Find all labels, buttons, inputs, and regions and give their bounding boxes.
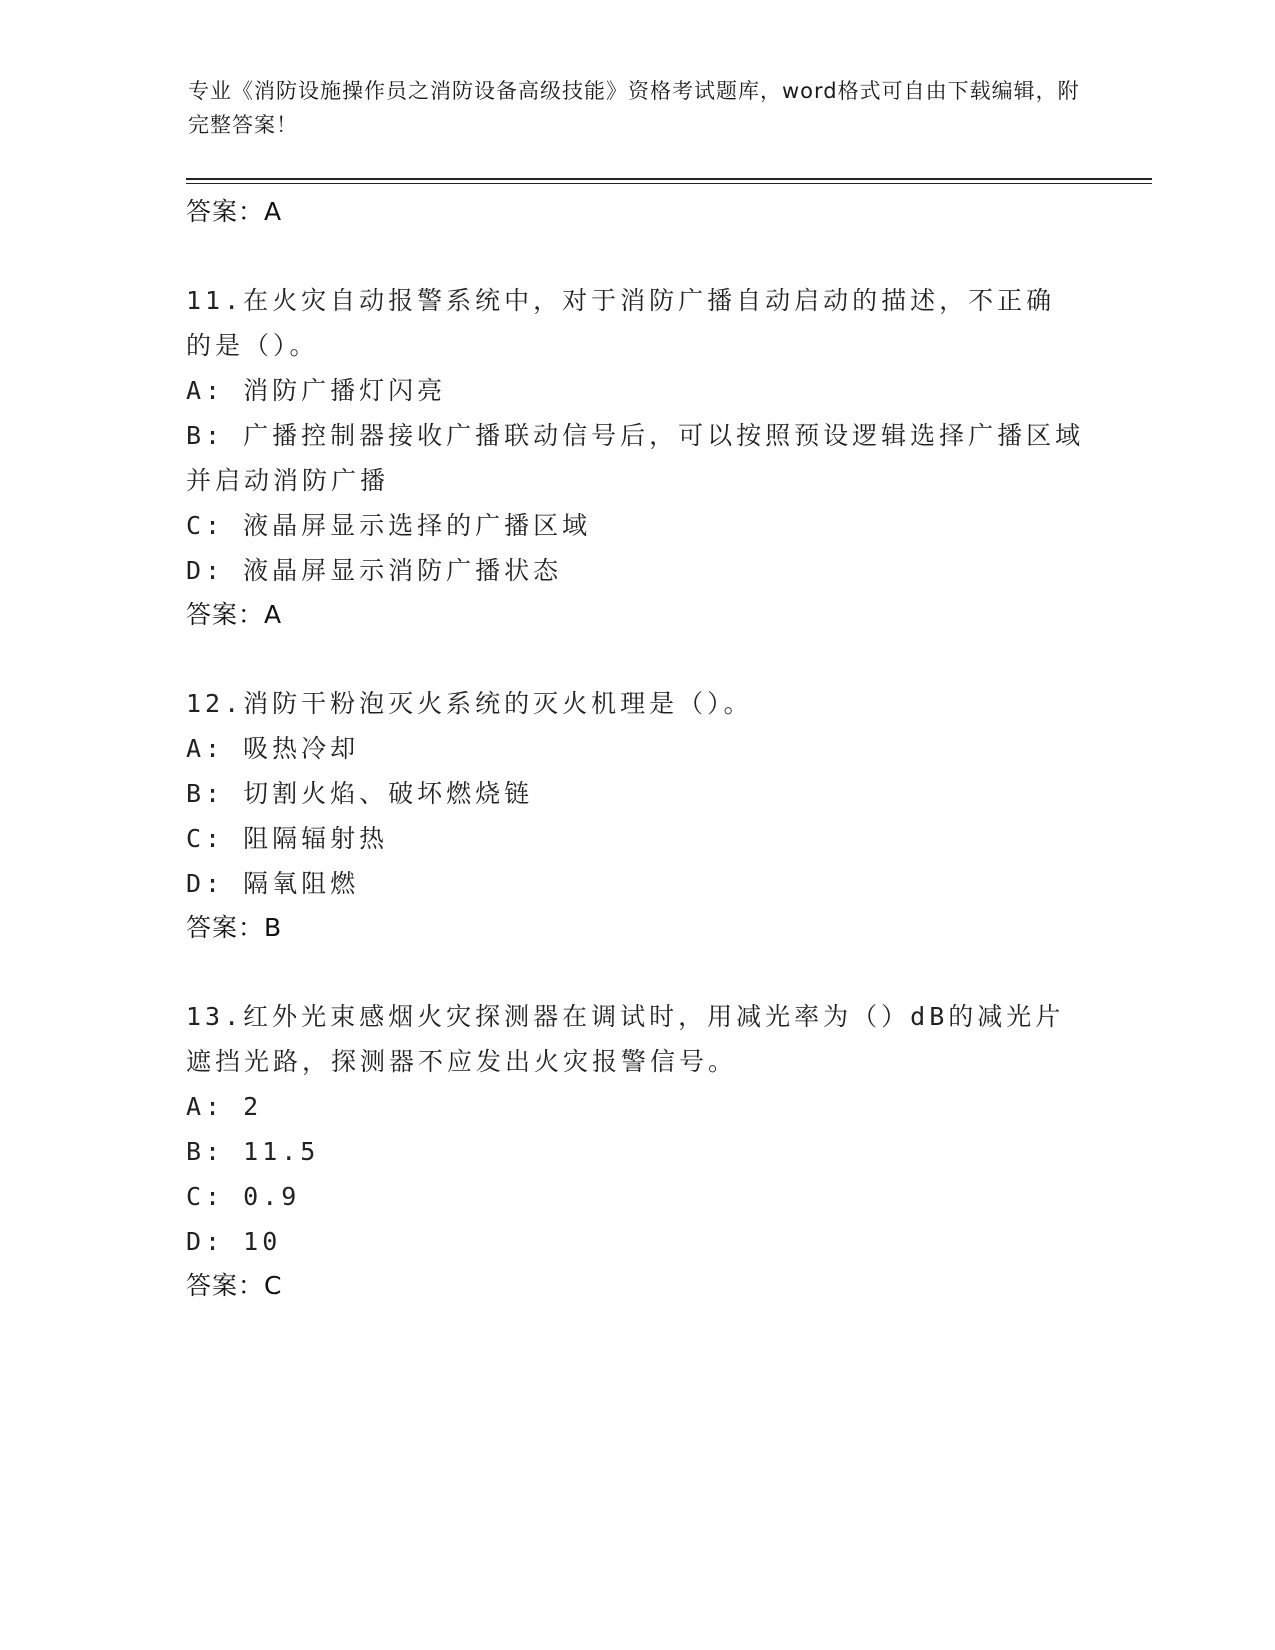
option-c: C: 阻隔辐射热 bbox=[186, 824, 389, 853]
question-text: 13.红外光束感烟火灾探测器在调试时，用减光率为（）dB的减光片遮挡光路，探测器不应发出火灾报警信号。 bbox=[186, 1002, 1065, 1076]
answer: 答案：B bbox=[186, 913, 283, 942]
option-c: C: 液晶屏显示选择的广播区域 bbox=[186, 511, 592, 540]
question-text: 11.在火灾自动报警系统中，对于消防广播自动启动的描述，不正确的是（）。 bbox=[186, 286, 1056, 360]
answer: 答案：C bbox=[186, 1271, 283, 1300]
question-13 bbox=[186, 994, 1086, 1308]
option-c: C: 0.9 bbox=[186, 1182, 301, 1211]
option-d: D: 液晶屏显示消防广播状态 bbox=[186, 556, 563, 585]
previous-answer: 答案：A bbox=[186, 197, 283, 226]
option-a: A: 2 bbox=[186, 1092, 263, 1121]
header-divider-thin bbox=[186, 183, 1152, 184]
option-b: B: 切割火焰、破坏燃烧链 bbox=[186, 779, 534, 808]
option-a: A: 消防广播灯闪亮 bbox=[186, 376, 447, 405]
option-d: D: 10 bbox=[186, 1227, 282, 1256]
option-a: A: 吸热冷却 bbox=[186, 734, 360, 763]
question-12 bbox=[186, 681, 1086, 950]
document-header-intro: 专业《消防设施操作员之消防设备高级技能》资格考试题库，word格式可自由下载编辑，附完整答案！ bbox=[188, 79, 1080, 137]
option-b: B: 广播控制器接收广播联动信号后，可以按照预设逻辑选择广播区域并启动消防广播 bbox=[186, 421, 1085, 495]
question-list bbox=[186, 190, 1086, 1308]
answer: 答案：A bbox=[186, 600, 283, 629]
option-b: B: 11.5 bbox=[186, 1137, 320, 1166]
option-d: D: 隔氧阻燃 bbox=[186, 869, 360, 898]
header-divider-thick bbox=[186, 178, 1152, 180]
question-text: 12.消防干粉泡灭火系统的灭火机理是（）。 bbox=[186, 689, 753, 718]
question-11 bbox=[186, 278, 1086, 637]
